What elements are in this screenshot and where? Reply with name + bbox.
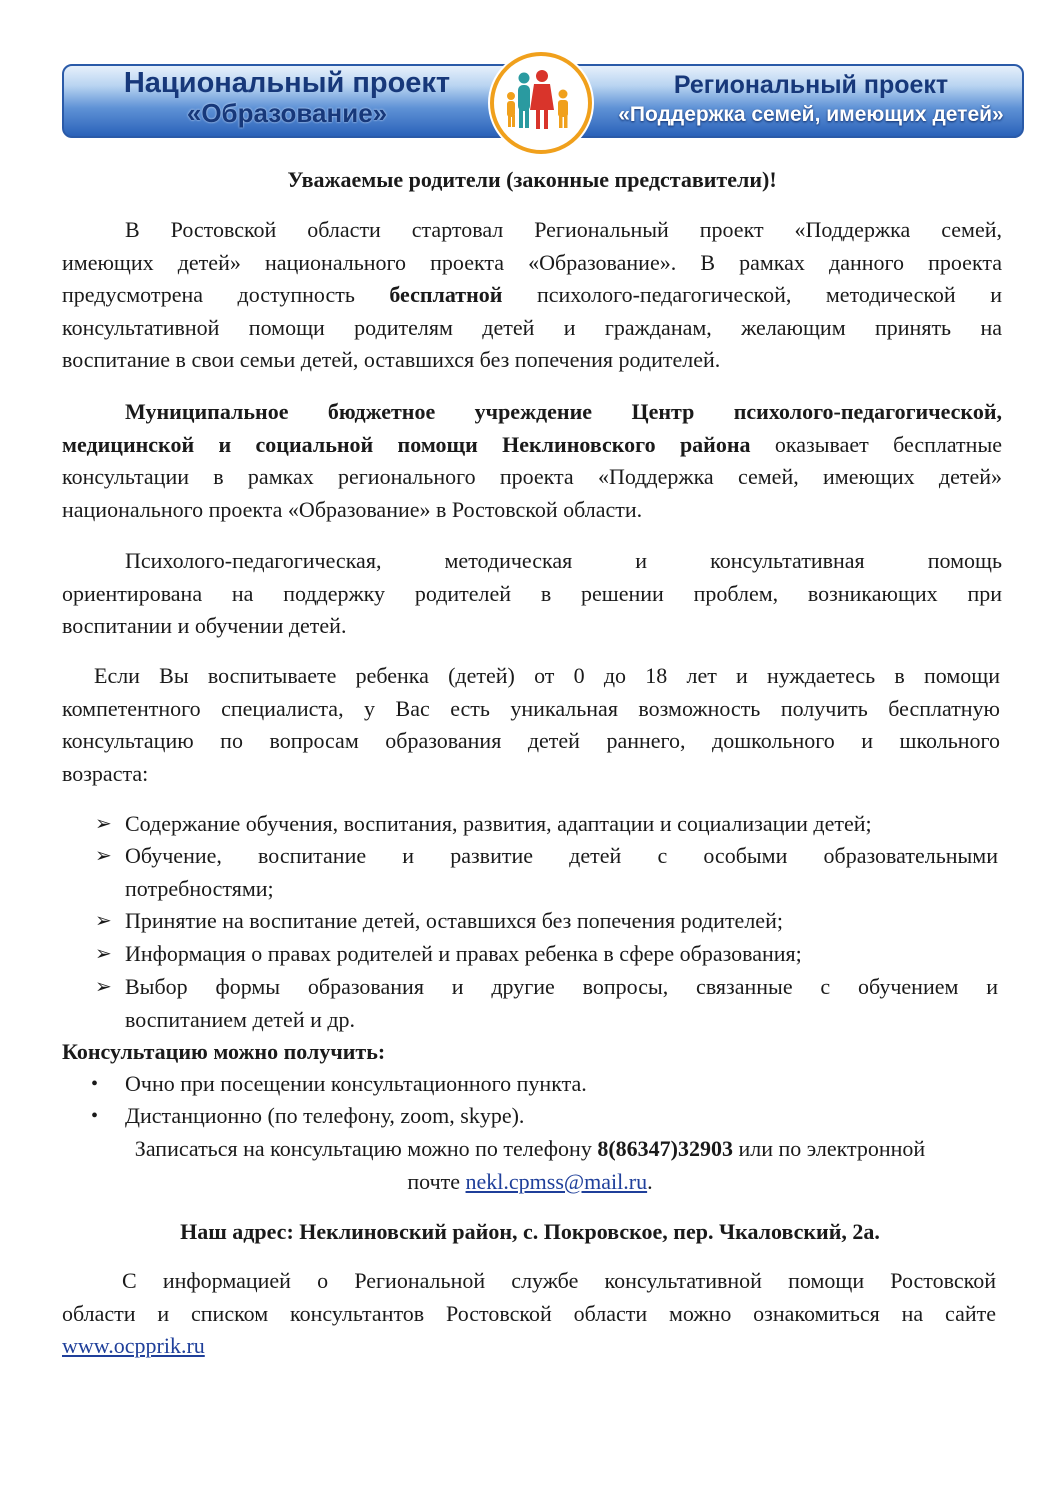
p1-line1: В Ростовской области стартовал Региональный проект «Поддержка семей, — [125, 217, 1002, 242]
national-project-line2: «Образование» — [186, 98, 388, 128]
signup-line2 — [40, 1166, 1020, 1199]
p5-line1: С информацией о Региональной службе консультативной помощи Ростовской — [122, 1268, 996, 1293]
p2-line2-bold: медицинской и социальной помощи Неклиновского района — [62, 431, 751, 457]
p4-line3: консультацию по вопросам образования детей раннего, дошкольного и школьного — [62, 728, 1000, 754]
greeting-text: Уважаемые родители (законные представители)! — [287, 167, 777, 192]
paragraph-website — [62, 1265, 996, 1363]
address — [40, 1216, 1020, 1249]
p2-line1 — [62, 396, 1002, 429]
p4-line2: компетентного специалиста, у Вас есть уникальная возможность получить бесплатную — [62, 695, 1000, 721]
p1-line3-a: предусмотрена доступность — [62, 282, 390, 308]
paragraph-institution — [62, 396, 1002, 526]
signup-line1 — [40, 1133, 1020, 1166]
arrow-bullet-icon: ➢ — [95, 813, 112, 835]
p5-line2: области и списком консультантов Ростовской области можно ознакомиться на сайте — [62, 1300, 996, 1326]
consult-option — [125, 1068, 985, 1101]
consult-heading — [62, 1036, 862, 1069]
p2-line2-normal: оказывает бесплатные — [750, 431, 1002, 457]
topic-text: Содержание обучения, воспитания, развития, адаптации и социализации детей; — [125, 811, 872, 836]
topic-item — [125, 971, 998, 1036]
national-project-title — [82, 68, 492, 128]
p2-line4: национального проекта «Образование» в Ростовской области. — [62, 496, 643, 522]
paragraph-intro — [62, 214, 1002, 377]
p1-line3 — [62, 279, 1002, 312]
topic-item — [125, 905, 1000, 938]
signup-info — [40, 1133, 1020, 1198]
phone-number: 8(86347)32903 — [597, 1136, 733, 1161]
p2-line3: консультации в рамках регионального проекта «Поддержка семей, имеющих детей» — [62, 464, 1002, 490]
regional-project-line1: Региональный проект — [673, 71, 949, 99]
arrow-bullet-icon: ➢ — [95, 910, 112, 932]
national-project-line1: Национальный проект — [123, 67, 451, 99]
consult-heading-text: Консультацию можно получить: — [62, 1039, 386, 1064]
regional-project-line2: «Поддержка семей, имеющих детей» — [618, 103, 1004, 126]
p5-line3 — [62, 1330, 996, 1363]
p1-line5: воспитание в свои семьи детей, оставшихся без попечения родителей. — [62, 347, 721, 373]
topic-item — [125, 808, 1000, 841]
signup-text: Записаться на консультацию можно по телефону — [134, 1136, 598, 1161]
header-banner — [62, 62, 1022, 138]
p4-line4: возраста: — [62, 760, 149, 786]
topic-text: Информация о правах родителей и правах ребенка в сфере образования; — [125, 941, 802, 966]
consult-option-text: Очно при посещении консультационного пункта. — [125, 1071, 587, 1096]
p2-line1-bold: Муниципальное бюджетное учреждение Центр психолого-педагогической, — [125, 399, 1002, 424]
paragraph-help — [62, 545, 1002, 643]
signup-text-end: или по электронной — [733, 1136, 926, 1161]
signup-period: . — [647, 1168, 653, 1194]
family-logo-icon — [490, 52, 592, 154]
arrow-bullet-icon: ➢ — [95, 976, 112, 998]
p4-line1: Если Вы воспитываете ребенка (детей) от 0 до 18 лет и нуждаетесь в помощи — [94, 663, 1000, 688]
consult-option-text: Дистанционно (по телефону, zoom, skype). — [125, 1103, 525, 1128]
topic-text: Выбор формы образования и другие вопросы, связанные с обучением и — [125, 974, 998, 999]
p1-line2: имеющих детей» национального проекта «Образование». В рамках данного проекта — [62, 249, 1002, 275]
p3-line3: воспитании и обучении детей. — [62, 613, 347, 639]
topic-text-cont: воспитанием детей и др. — [125, 1006, 356, 1032]
bullet-icon: • — [91, 1073, 99, 1095]
website-link[interactable]: www.ocpprik.ru — [62, 1333, 205, 1359]
email-link[interactable]: nekl.cpmss@mail.ru — [465, 1168, 648, 1194]
address-text: Наш адрес: Неклиновский район, с. Покровское, пер. Чкаловский, 2а. — [180, 1219, 880, 1244]
p1-line3-c: психолого-педагогической, методической и — [502, 282, 1002, 308]
topic-item — [125, 840, 998, 905]
arrow-bullet-icon: ➢ — [95, 845, 112, 867]
regional-project-title — [597, 70, 1025, 130]
p1-line4: консультативной помощи родителям детей и гражданам, желающим принять на — [62, 314, 1002, 340]
p3-line1: Психолого-педагогическая, методическая и консультативная помощь — [125, 548, 1002, 573]
topic-text: Принятие на воспитание детей, оставшихся без попечения родителей; — [125, 908, 783, 933]
p2-line2 — [62, 429, 1002, 462]
topic-text: Обучение, воспитание и развитие детей с особыми образовательными — [125, 843, 998, 868]
p1-line3-bold: бесплатной — [389, 282, 503, 308]
p3-line2: ориентирована на поддержку родителей в решении проблем, возникающих при — [62, 580, 1002, 606]
arrow-bullet-icon: ➢ — [95, 943, 112, 965]
greeting-heading — [62, 164, 1002, 197]
bullet-icon: • — [91, 1105, 99, 1127]
paragraph-opportunity — [62, 660, 1000, 790]
consult-option — [125, 1100, 985, 1133]
topic-text-cont: потребностями; — [125, 875, 274, 901]
signup-email-prefix: почте — [407, 1168, 466, 1194]
topic-item — [125, 938, 1000, 971]
